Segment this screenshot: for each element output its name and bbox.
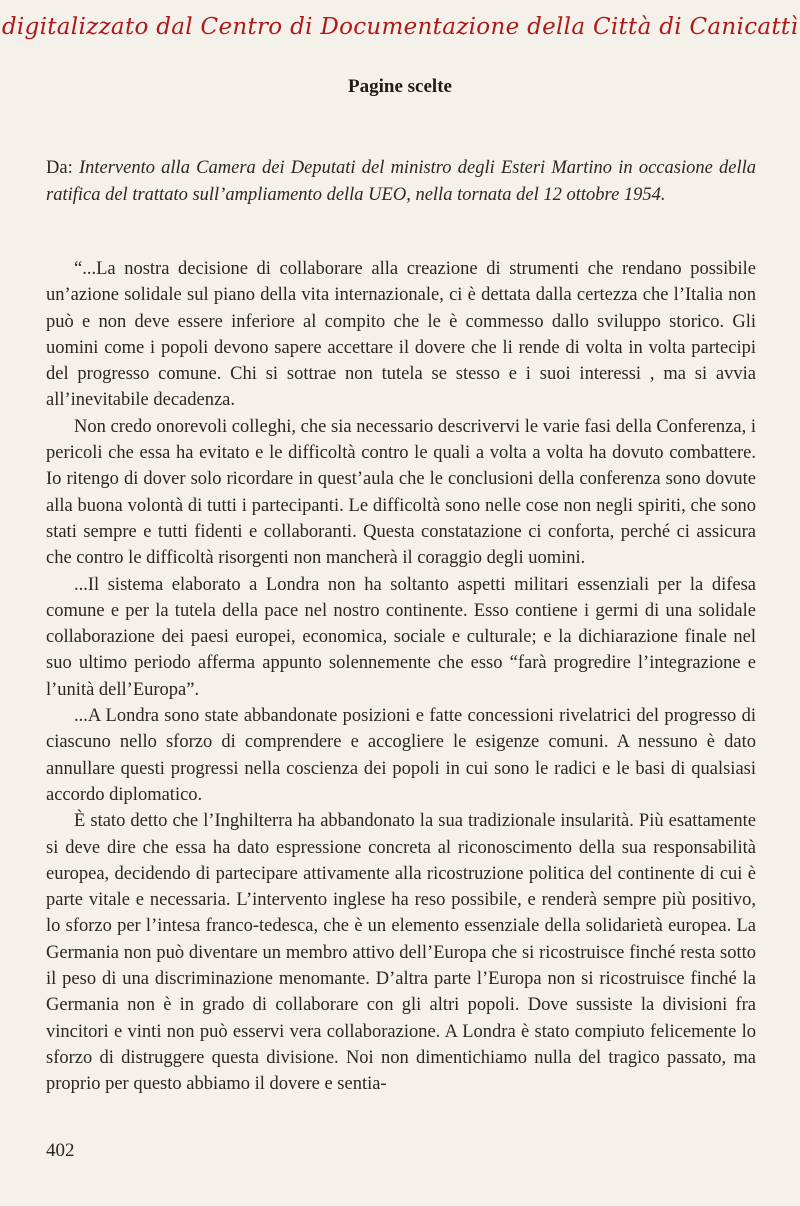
source-citation (46, 155, 756, 208)
source-prefix: Da: (46, 158, 79, 178)
paragraph: Non credo onorevoli colleghi, che sia necessario descrivervi le varie fasi della Conferenza, i pericoli che essa ha evitato e le difficoltà contro le quali a volta a volta ha dovuto combattere. Io ritengo di dover solo ricordare in quest’aula che le conclusioni della conferenza sono dovute alla buona volontà di tutti i partecipanti. Le difficoltà sono nelle cose non negli spiriti, che sono stati sempre e tutti fidenti e collaboranti. Questa constatazione ci conforta, perché ci assicura che contro le difficoltà risorgenti non mancherà il coraggio degli uomini. (46, 416, 756, 569)
paragraph: È stato detto che l’Inghilterra ha abbandonato la sua tradizionale insularità. Più esattamente si deve dire che essa ha dato espressione concreta al riconoscimento della sua responsabilità europea, decidendo di partecipare attivamente alla ricostruzione politica del continente di cui è parte vitale e necessaria. L’intervento inglese ha reso possibile, e renderà sempre più positivo, lo sforzo per l’intesa franco-tedesca, che è un elemento essenziale della solidarietà europea. La Germania non può diventare un membro attivo dell’Europa che si ricostruisce finché resta sotto il peso di una discriminazione menomante. D’altra parte l’Europa non si ricostruisce finché la Germania non è in grado di collaborare con gli altri popoli. Dove sussiste la divisioni fra vincitori e vinti non può esservi vera collaborazione. A Londra è stato compiuto felicemente lo sforzo di distruggere questa divisione. Noi non dimentichiamo nulla del tragico passato, ma proprio per questo abbiamo il dovere e sentia- (46, 811, 756, 1095)
page-title: Pagine scelte (348, 76, 452, 97)
paragraph: “...La nostra decisione di collaborare alla creazione di strumenti che rendano possibile un’azione solidale sul piano della vita internazionale, ci è dettata dalla certezza che l’Italia non può e non deve essere inferiore al compito che le è commesso dallo sviluppo storico. Gli uomini come i popoli devono sapere accettare il dovere che li rende di volta in volta partecipi del progresso comune. Chi si sottrae non tutela se stesso e i suoi interessi , ma si avvia all’inevitabile decadenza. (46, 259, 756, 411)
speech-body (46, 256, 756, 1098)
source-text: Intervento alla Camera dei Deputati del ministro degli Esteri Martino in occasione della ratifica del trattato sull’ampliamento della UEO, nella tornata del 12 ottobre 1954. (46, 158, 756, 205)
paragraph: ...A Londra sono state abbandonate posizioni e fatte concessioni rivelatrici del progresso di ciascuno nello sforzo di comprendere e accogliere le esigenze comuni. A nessuno è dato annullare questi progressi nella coscienza dei popoli in cui sono le radici e le basi di qualsiasi accordo diplomatico. (46, 706, 756, 805)
digitization-watermark: digitalizzato dal Centro di Documentazione della Città di Canicattì (1, 14, 799, 40)
page-number: 402 (46, 1140, 75, 1161)
paragraph: ...Il sistema elaborato a Londra non ha soltanto aspetti militari essenziali per la difesa comune e per la tutela della pace nel nostro continente. Esso contiene i germi di una solidale collaborazione dei paesi europei, economica, sociale e culturale; e la dichiarazione finale nel suo ultimo periodo afferma appunto solennemente che esso “farà progredire l’integrazione e l’unità dell’Europa”. (46, 574, 756, 700)
